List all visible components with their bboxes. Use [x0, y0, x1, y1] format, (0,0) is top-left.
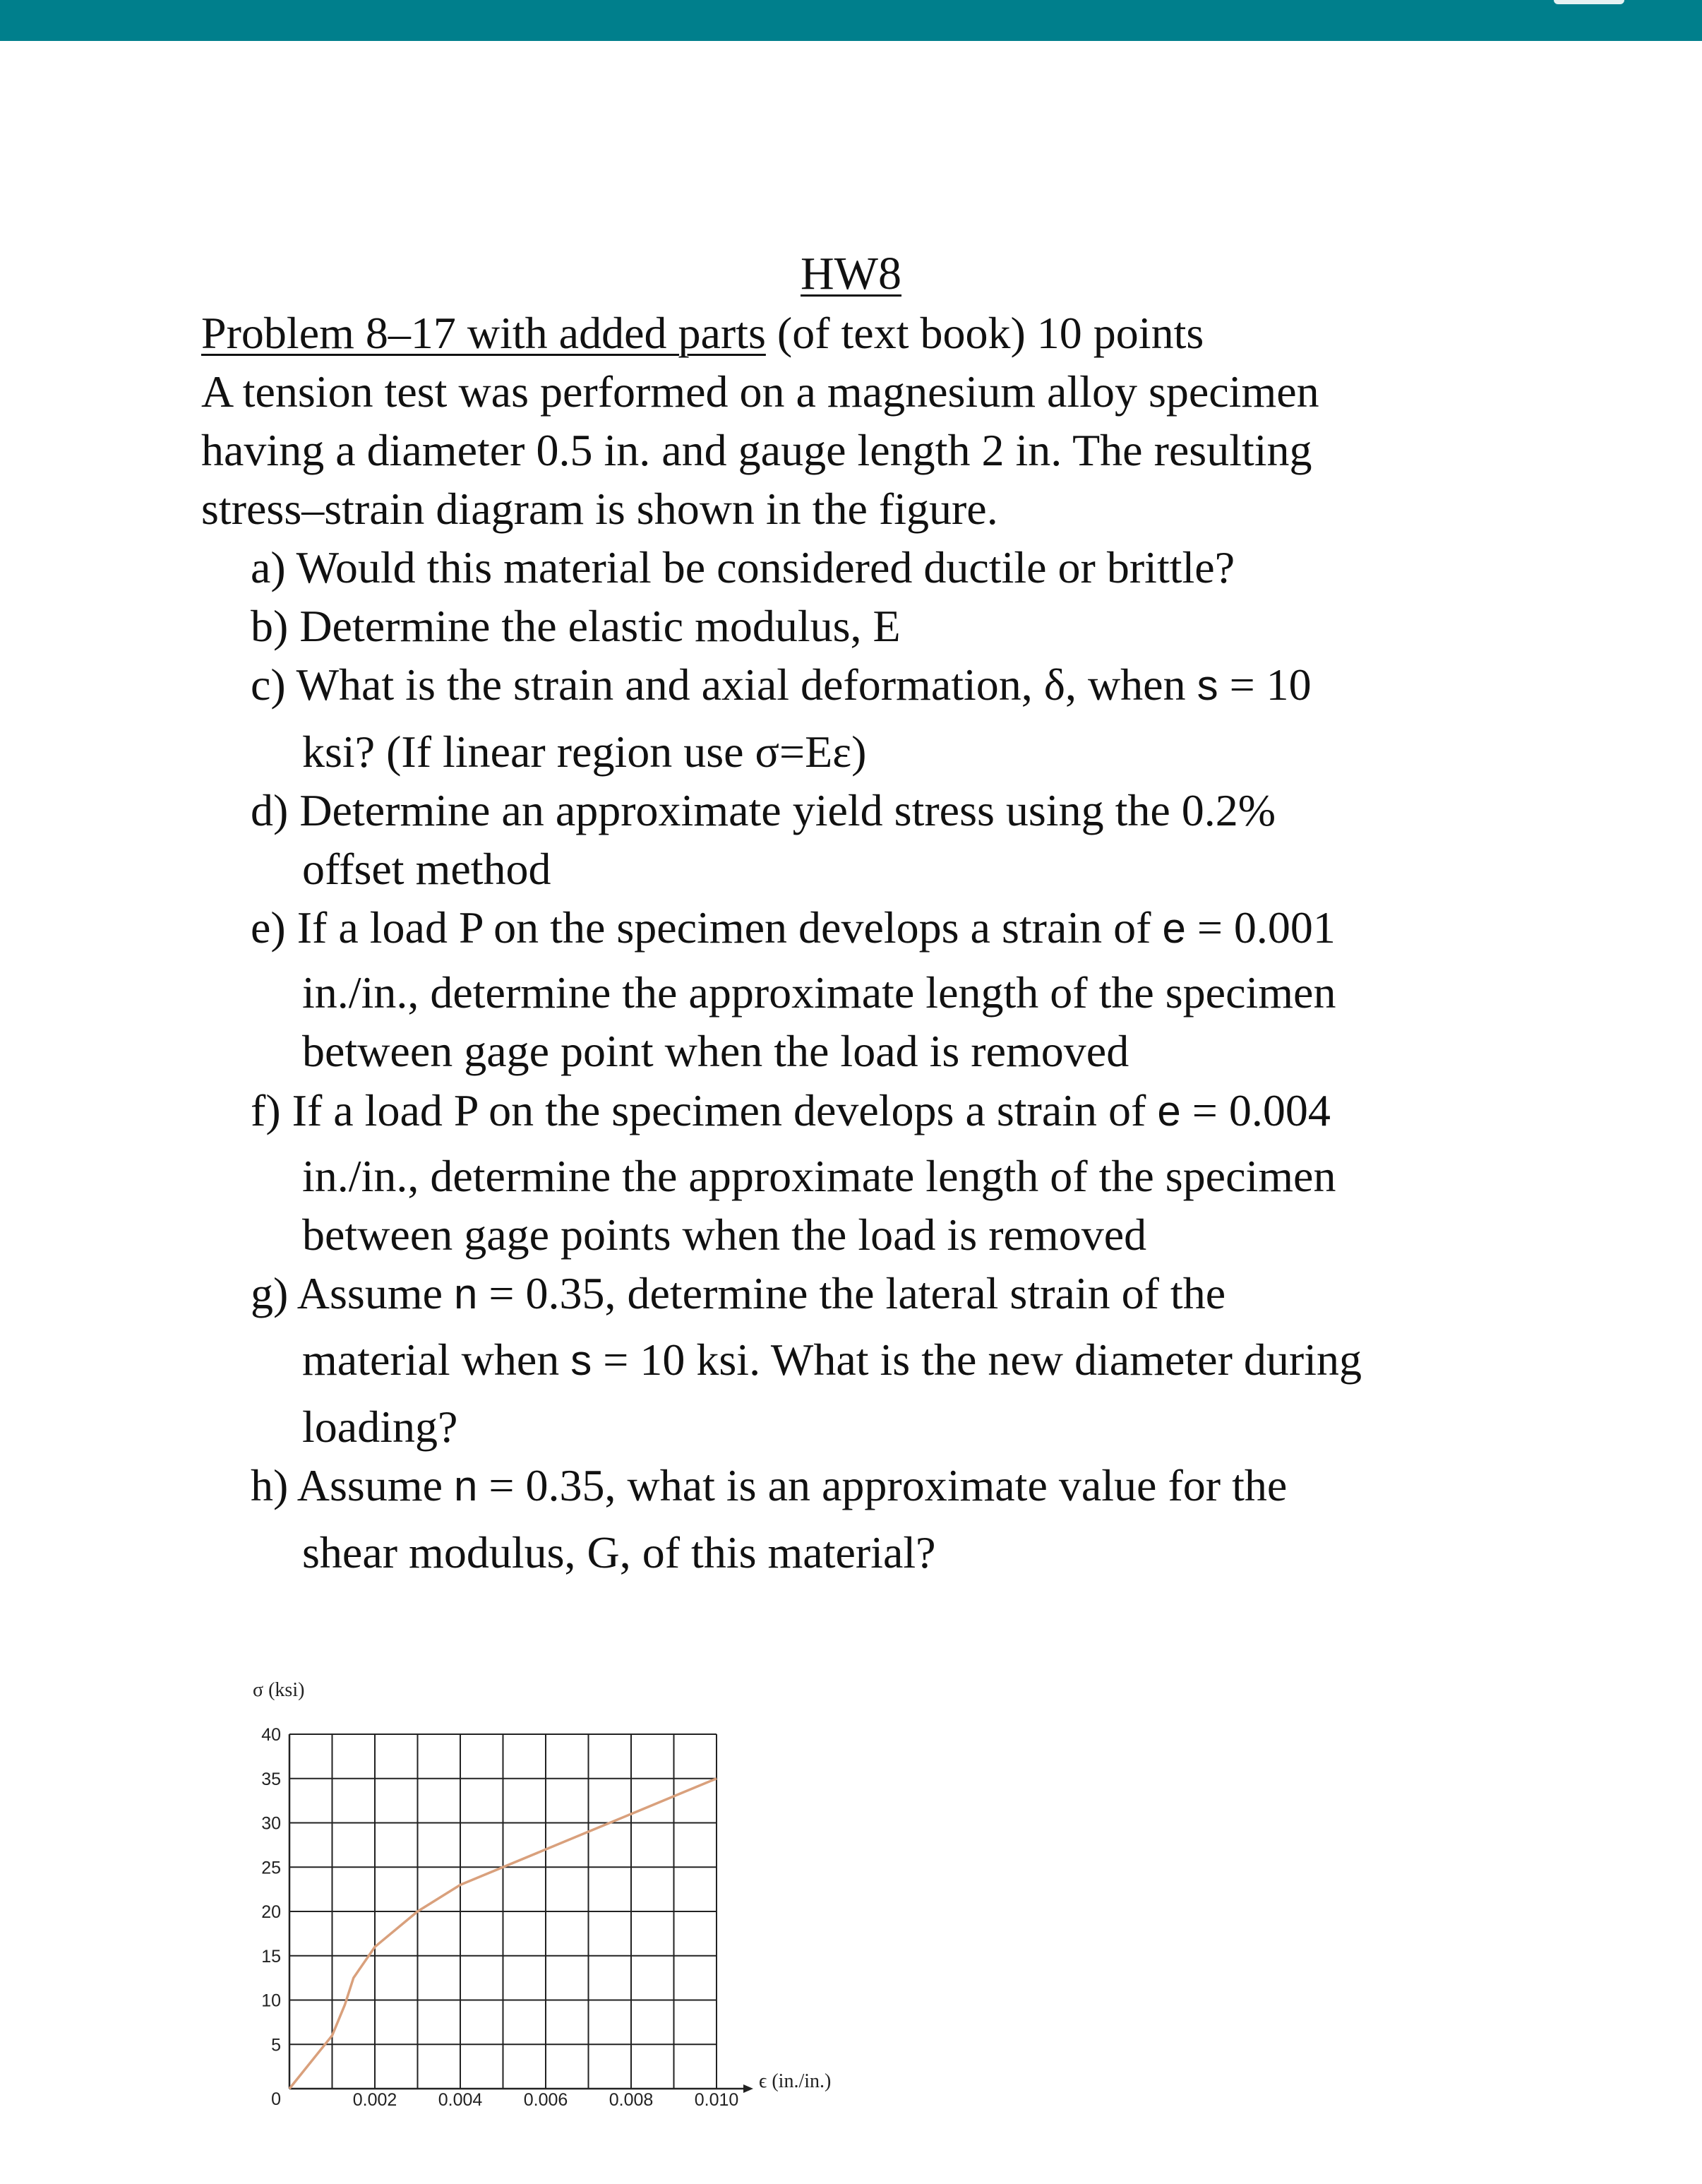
y-tick-label: 10	[261, 1991, 281, 2011]
x-tick-label: 0.010	[694, 2090, 739, 2110]
x-tick-label: 0.006	[523, 2090, 568, 2110]
stress-strain-figure	[233, 1638, 882, 2118]
x-axis-arrow-icon	[743, 2084, 753, 2093]
problem-heading	[201, 305, 1204, 362]
part-g-line-1: g) Assume n = 0.35, determine the lateral strain of the	[251, 1268, 1226, 1318]
y-tick-label: 40	[261, 1725, 281, 1745]
part-f-line-1: f) If a load P on the specimen develops a strain of e = 0.004	[251, 1085, 1331, 1135]
x-tick-label: 0.008	[609, 2090, 654, 2110]
y-tick-label: 15	[261, 1946, 281, 1967]
x-tick-label: 0.004	[438, 2090, 483, 2110]
y-tick-label: 5	[271, 2035, 281, 2055]
part-e-line-3: between gage point when the load is removed	[302, 1026, 1129, 1076]
sigma-symbol: s	[570, 1337, 592, 1384]
problem-points: (of text book) 10 points	[765, 308, 1204, 358]
part-c-line-2: ksi? (If linear region use σ=Eε)	[302, 727, 867, 777]
x-tick-label: 0.002	[352, 2090, 397, 2110]
y-axis-title: σ (ksi)	[253, 1679, 305, 1701]
problem-reference: Problem 8–17 with added parts	[201, 308, 766, 358]
document-title: HW8	[801, 248, 901, 299]
y-tick-label: 20	[261, 1902, 281, 1922]
stress-strain-chart	[233, 1638, 882, 2118]
part-h-line-2: shear modulus, G, of this material?	[302, 1527, 936, 1577]
part-c-line-1: c) What is the strain and axial deformation, δ, when s = 10	[251, 660, 1312, 710]
part-f-line-3: between gage points when the load is removed	[302, 1210, 1147, 1260]
intro-line-1: A tension test was performed on a magnesium alloy specimen	[201, 366, 1319, 417]
part-d-line-1: d) Determine an approximate yield stress using the 0.2%	[251, 785, 1276, 835]
part-e-line-2: in./in., determine the approximate length of the specimen	[302, 967, 1336, 1018]
x-axis-title: ϵ (in./in.)	[759, 2070, 832, 2092]
part-h-line-1: h) Assume n = 0.35, what is an approximate value for the	[251, 1460, 1288, 1510]
part-g-line-2: material when s = 10 ksi. What is the new diameter during	[302, 1335, 1362, 1385]
intro-line-2: having a diameter 0.5 in. and gauge length 2 in. The resulting	[201, 425, 1312, 475]
part-g-line-3: loading?	[302, 1402, 458, 1452]
top-bar	[0, 0, 1702, 41]
y-tick-label: 30	[261, 1813, 281, 1834]
y-tick-label: 0	[271, 2089, 281, 2109]
intro-line-3: stress–strain diagram is shown in the figure.	[201, 484, 998, 534]
top-bar-tab[interactable]	[1554, 0, 1624, 4]
part-f-line-2: in./in., determine the approximate length of the specimen	[302, 1151, 1336, 1201]
sigma-symbol: s	[1197, 662, 1218, 709]
epsilon-symbol: e	[1157, 1087, 1181, 1135]
part-d-line-2: offset method	[302, 844, 551, 894]
nu-symbol: n	[454, 1270, 478, 1318]
part-b: b) Determine the elastic modulus, E	[251, 601, 901, 651]
part-e-line-1: e) If a load P on the specimen develops a strain of e = 0.001	[251, 902, 1336, 953]
y-tick-label: 25	[261, 1858, 281, 1878]
part-a: a) Would this material be considered ductile or brittle?	[251, 542, 1235, 592]
nu-symbol: n	[454, 1462, 478, 1510]
epsilon-symbol: e	[1162, 905, 1186, 952]
y-tick-label: 35	[261, 1769, 281, 1789]
